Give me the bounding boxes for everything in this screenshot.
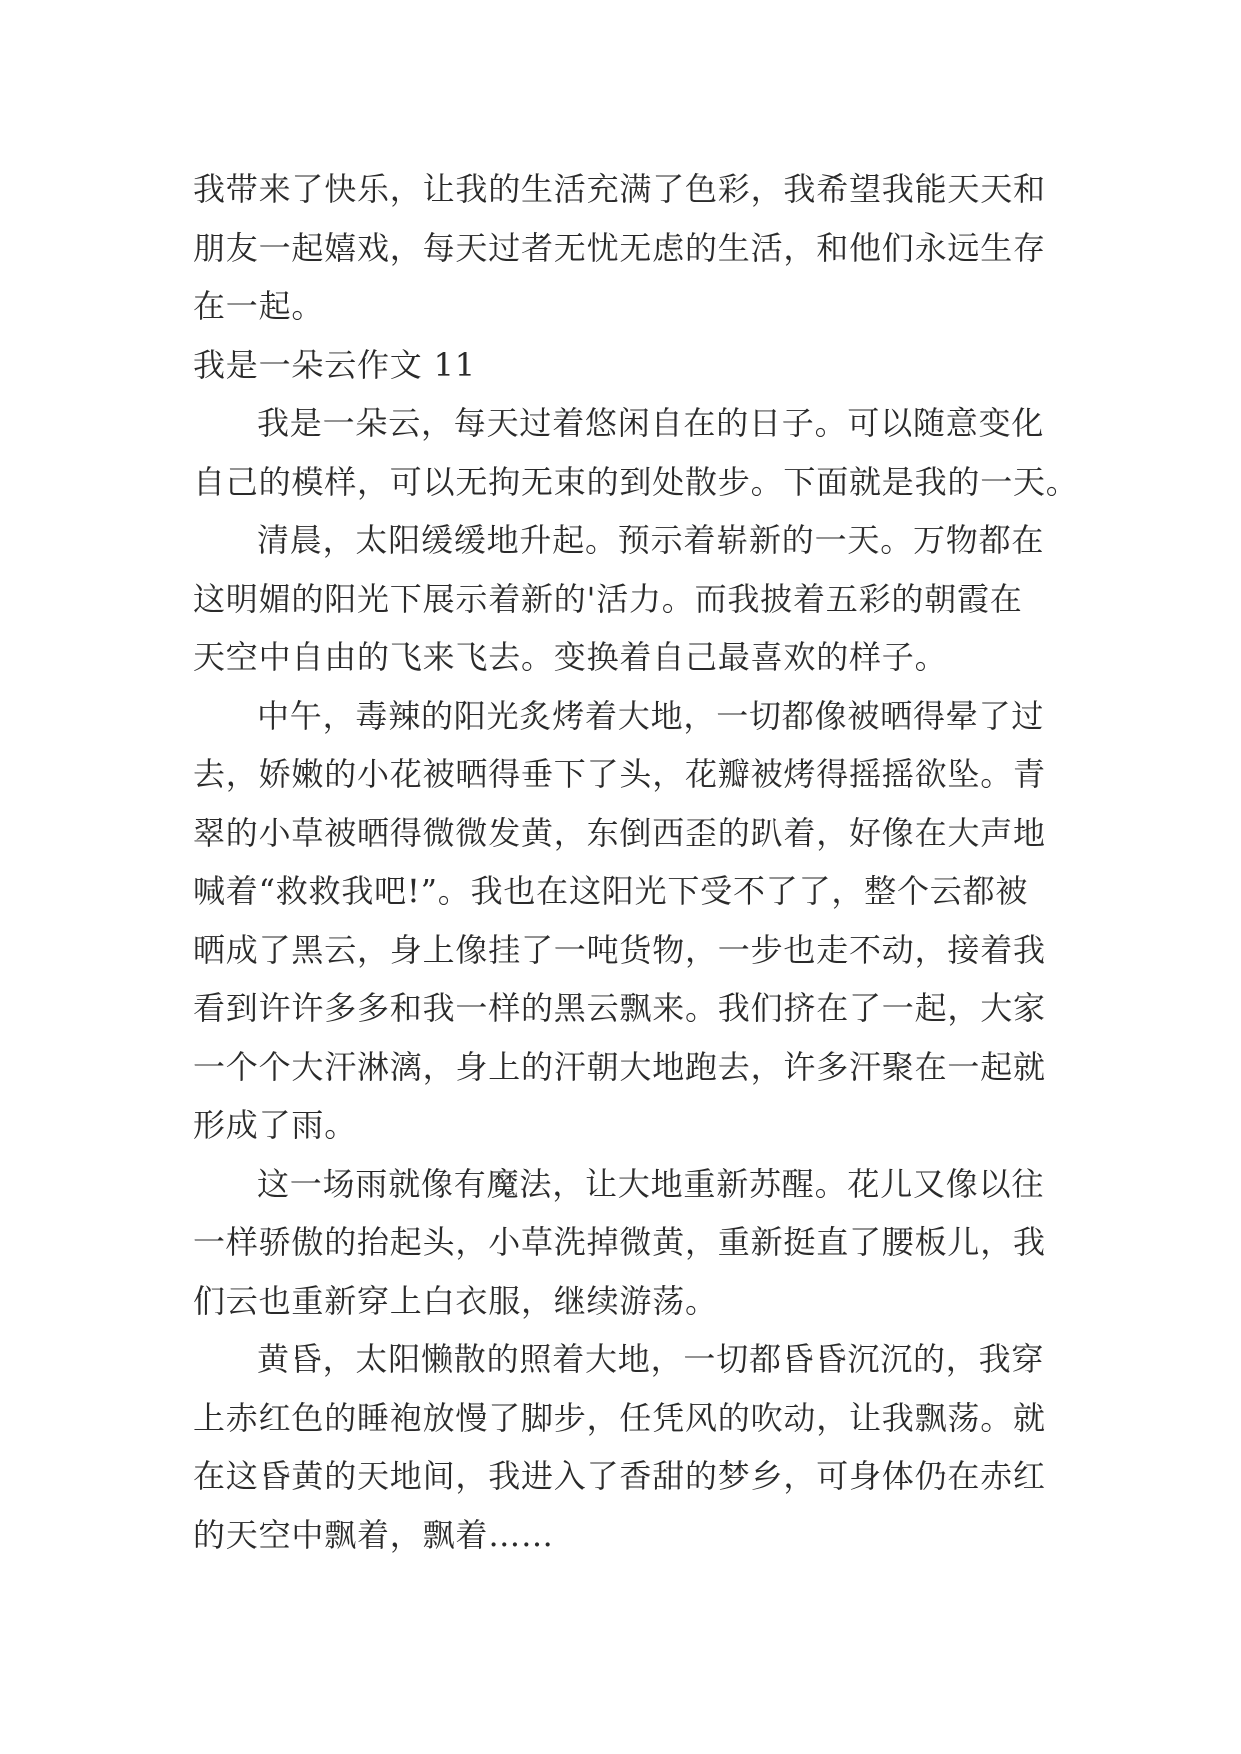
paragraph-first-line: 这一场雨就像有魔法，让大地重新苏醒。花儿又像以往 <box>257 1164 1045 1203</box>
paragraph-first-line: 中午，毒辣的阳光炙烤着大地，一切都像被晒得晕了过 <box>257 696 1045 735</box>
text-line: 上赤红色的睡袍放慢了脚步，任凭风的吹动，让我飘荡。就 <box>193 1398 1046 1437</box>
paragraph-first-line: 我是一朵云，每天过着悠闲自在的日子。可以随意变化 <box>257 404 1045 442</box>
text-line: 自己的模样，可以无拘无束的到处散步。下面就是我的一天。 <box>193 462 1079 501</box>
text-line: 翠的小草被晒得微微发黄，东倒西歪的趴着，好像在大声地 <box>193 813 1046 852</box>
text-line: 的天空中飘着，飘着…… <box>193 1515 554 1554</box>
text-line: 去，娇嫩的小花被晒得垂下了头，花瓣被烤得摇摇欲坠。青 <box>193 755 1046 793</box>
text-line: 一样骄傲的抬起头，小草洗掉微黄，重新挺直了腰板儿，我 <box>193 1223 1046 1261</box>
text-line: 这明媚的阳光下展示着新的'活力。而我披着五彩的朝霞在 <box>193 579 1023 618</box>
essay-text <box>193 160 1079 1564</box>
paragraph-first-line: 清晨，太阳缓缓地升起。预示着崭新的一天。万物都在 <box>257 521 1045 559</box>
text-line: 我带来了快乐，让我的生活充满了色彩，我希望我能天天和 <box>193 170 1046 208</box>
text-line: 朋友一起嬉戏，每天过者无忧无虑的生活，和他们永远生存 <box>193 228 1046 267</box>
text-line: 天空中自由的飞来飞去。变换着自己最喜欢的样子。 <box>193 638 948 676</box>
text-line: 一个个大汗淋漓，身上的汗朝大地跑去，许多汗聚在一起就 <box>193 1047 1046 1086</box>
text-line: 们云也重新穿上白衣服，继续游荡。 <box>193 1281 718 1320</box>
text-line: 喊着“救救我吧!”。我也在这阳光下受不了了，整个云都被 <box>193 872 1029 910</box>
essay-title: 我是一朵云作文 11 <box>193 345 476 384</box>
paragraph-first-line: 黄昏，太阳懒散的照着大地，一切都昏昏沉沉的，我穿 <box>257 1340 1045 1378</box>
text-line: 看到许许多多和我一样的黑云飘来。我们挤在了一起，大家 <box>193 989 1046 1027</box>
text-line: 在这昏黄的天地间，我进入了香甜的梦乡，可身体仍在赤红 <box>193 1457 1046 1495</box>
text-line: 晒成了黑云，身上像挂了一吨货物，一步也走不动，接着我 <box>193 930 1046 969</box>
text-line: 形成了雨。 <box>193 1106 358 1144</box>
text-line: 在一起。 <box>193 287 325 325</box>
